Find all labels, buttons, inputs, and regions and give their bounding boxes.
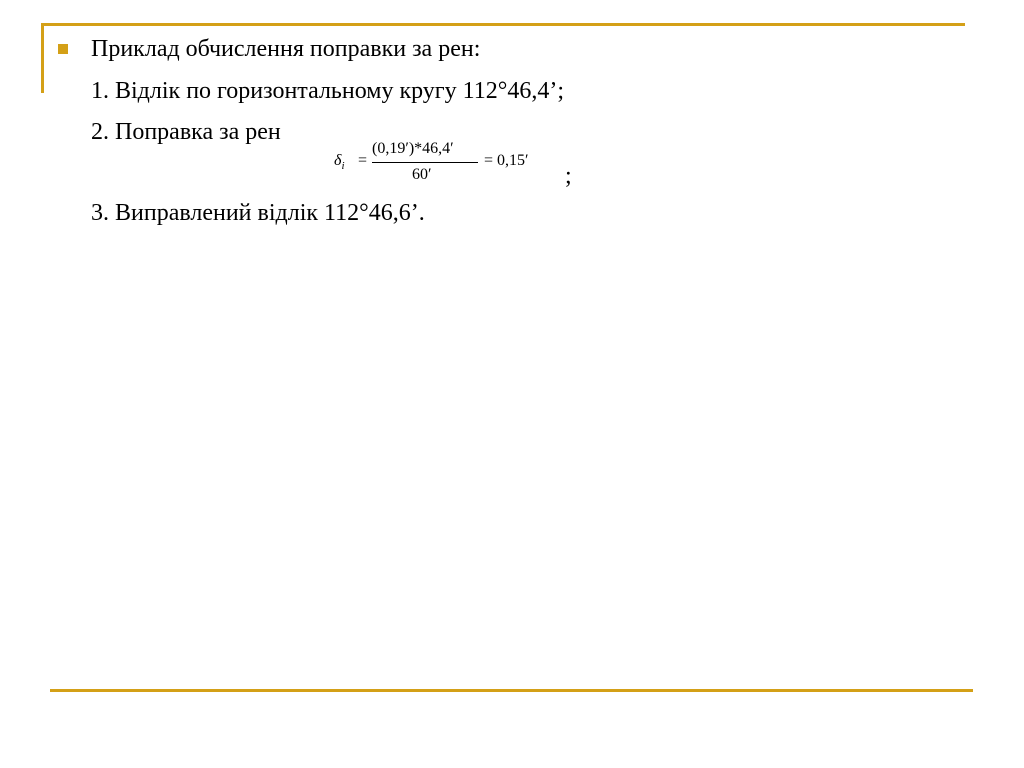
formula-subscript: i bbox=[341, 160, 345, 172]
formula-lhs bbox=[334, 152, 345, 170]
reading-line: 1. Відлік по горизонтальному кругу 112°46,4’; bbox=[91, 78, 565, 104]
fraction-bar bbox=[372, 162, 478, 163]
top-rule bbox=[41, 23, 965, 26]
left-rule bbox=[41, 23, 44, 93]
bottom-rule bbox=[50, 689, 973, 692]
formula-semicolon: ; bbox=[565, 163, 572, 189]
corrected-reading-line: 3. Виправлений відлік 112°46,6’. bbox=[91, 200, 425, 226]
correction-line: 2. Поправка за рен bbox=[91, 119, 281, 145]
formula-denominator: 60′ bbox=[412, 166, 432, 183]
square-bullet-icon bbox=[58, 44, 68, 54]
heading-line: Приклад обчислення поправки за рен: bbox=[91, 36, 481, 62]
formula-delta: δ bbox=[334, 152, 342, 169]
formula-result: = 0,15′ bbox=[484, 152, 529, 169]
formula-numerator: (0,19′)*46,4′ bbox=[372, 140, 454, 157]
formula-equals: = bbox=[358, 152, 368, 169]
